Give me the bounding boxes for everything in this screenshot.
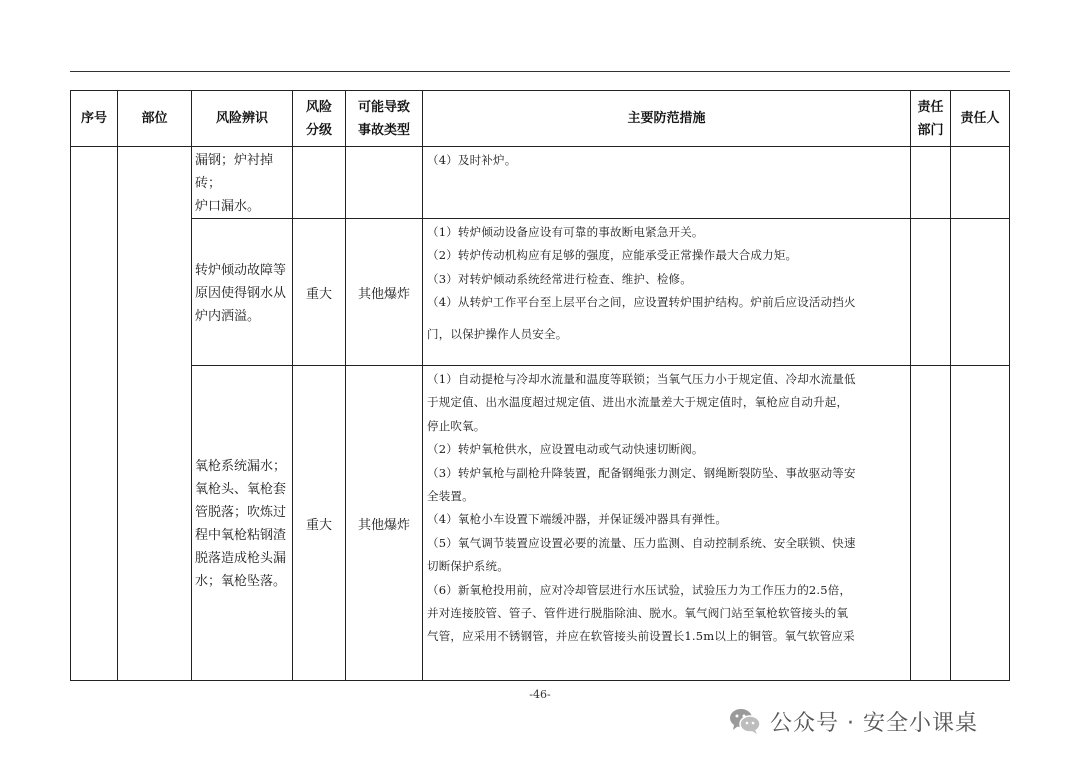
- measure-line: 切断保护系统。: [427, 559, 509, 574]
- header-person: 责任人: [951, 91, 1010, 147]
- header-risk: 风险辨识: [192, 91, 293, 147]
- accident-cell: 其他爆炸: [346, 219, 423, 366]
- risk-line: 炉口漏水。: [195, 199, 261, 214]
- risk-cell: [192, 219, 293, 366]
- dept-cell: [911, 219, 951, 366]
- person-cell: [951, 219, 1010, 366]
- risk-line: 炉内洒溢。: [195, 308, 261, 324]
- measure-line: （6）新氧枪投用前，应对冷却管层进行水压试验，试验压力为工作压力的2.5倍，: [427, 582, 852, 597]
- measure-line: （4）氧枪小车设置下端缓冲器，并保证缓冲器具有弹性。: [427, 512, 728, 527]
- measures-cell: [423, 219, 911, 366]
- measure-line: 气管，应采用不锈钢管，并应在软管接头前设置长1.5m以上的铜管。氧气软管应采: [427, 629, 855, 644]
- measures-cell: [423, 147, 911, 219]
- measure-line: （3）对转炉倾动系统经常进行检查、维护、检修。: [427, 271, 692, 286]
- header-accident: [346, 91, 423, 147]
- level-cell: [293, 147, 346, 219]
- header-accident-line2: 事故类型: [357, 122, 410, 138]
- watermark-text: 公众号 · 安全小课桌: [770, 710, 978, 736]
- person-cell: [951, 147, 1010, 219]
- risk-table: [70, 90, 1010, 681]
- measure-line: 停止吹氧。: [427, 418, 486, 433]
- header-level: [293, 91, 346, 147]
- risk-cell: [192, 366, 293, 681]
- header-rule: [70, 71, 1010, 72]
- person-cell: [951, 366, 1010, 681]
- table-row: [71, 366, 1010, 681]
- measure-line: （2）转炉氧枪供水，应设置电动或气动快速切断阀。: [427, 442, 704, 457]
- measure-line: （1）转炉倾动设备应设有可靠的事故断电紧急开关。: [427, 225, 704, 239]
- risk-line: 转炉倾动故障等: [195, 262, 287, 278]
- risk-line: 原因使得钢水从: [195, 285, 287, 301]
- table-row: [71, 147, 1010, 219]
- measure-line: （2）转炉传动机构应有足够的强度，应能承受正常操作最大合成力矩。: [427, 248, 798, 263]
- level-cell: 重大: [293, 366, 346, 681]
- risk-line: 漏钢；炉衬掉砖；: [195, 153, 274, 191]
- measures-cell: [423, 366, 911, 681]
- risk-line: 水；氧枪坠落。: [195, 574, 287, 589]
- header-seq: 序号: [71, 91, 118, 147]
- risk-line: 氧枪系统漏水；: [195, 459, 287, 474]
- level-cell: 重大: [293, 219, 346, 366]
- header-level-line1: 风险: [305, 99, 332, 115]
- measure-line: （5）氧气调节装置应设置必要的流量、压力监测、自动控制系统、安全联锁、快速: [427, 535, 856, 550]
- header-measures: 主要防范措施: [423, 91, 911, 147]
- measure-line: 门，以保护操作人员安全。: [427, 326, 568, 341]
- measure-line: （4）及时补炉。: [427, 153, 517, 167]
- risk-line: 管脱落；吹炼过: [195, 505, 287, 520]
- risk-line: 脱落造成枪头漏: [195, 551, 287, 566]
- dept-cell: [911, 366, 951, 681]
- header-accident-line1: 可能导致: [357, 99, 410, 115]
- part-cell: [118, 147, 192, 681]
- table-row: [71, 219, 1010, 366]
- table-header-row: [71, 91, 1010, 147]
- accident-cell: 其他爆炸: [346, 366, 423, 681]
- accident-cell: [346, 147, 423, 219]
- watermark: [728, 703, 978, 739]
- header-dept-line1: 责任: [917, 99, 944, 115]
- header-dept: [911, 91, 951, 147]
- risk-line: 程中氧枪粘钢渣: [195, 528, 287, 543]
- header-part: 部位: [118, 91, 192, 147]
- dept-cell: [911, 147, 951, 219]
- seq-cell: [71, 147, 118, 681]
- header-level-line2: 分级: [305, 122, 332, 138]
- measure-line: 并对连接胶管、管子、管件进行脱脂除油、脱水。氧气阀门站至氧枪软管接头的氧: [427, 606, 849, 621]
- page-number: -46-: [529, 688, 551, 701]
- measure-line: （4）从转炉工作平台至上层平台之间，应设置转炉围护结构。炉前后应设活动挡火: [427, 295, 856, 310]
- measure-line: （1）自动提枪与冷却水流量和温度等联锁；当氧气压力小于规定值、冷却水流量低: [427, 372, 856, 386]
- risk-cell: [192, 147, 293, 219]
- risk-line: 氧枪头、氧枪套: [195, 482, 287, 497]
- measure-line: 全装置。: [427, 489, 474, 504]
- header-dept-line2: 部门: [917, 122, 944, 138]
- measure-line: （3）转炉氧枪与副枪升降装置，配备钢绳张力测定、钢绳断裂防坠、事故驱动等安: [427, 465, 856, 480]
- wechat-icon: [728, 706, 762, 736]
- measure-line: 于规定值、出水温度超过规定值、进出水流量差大于规定值时，氧枪应自动升起，: [427, 395, 849, 410]
